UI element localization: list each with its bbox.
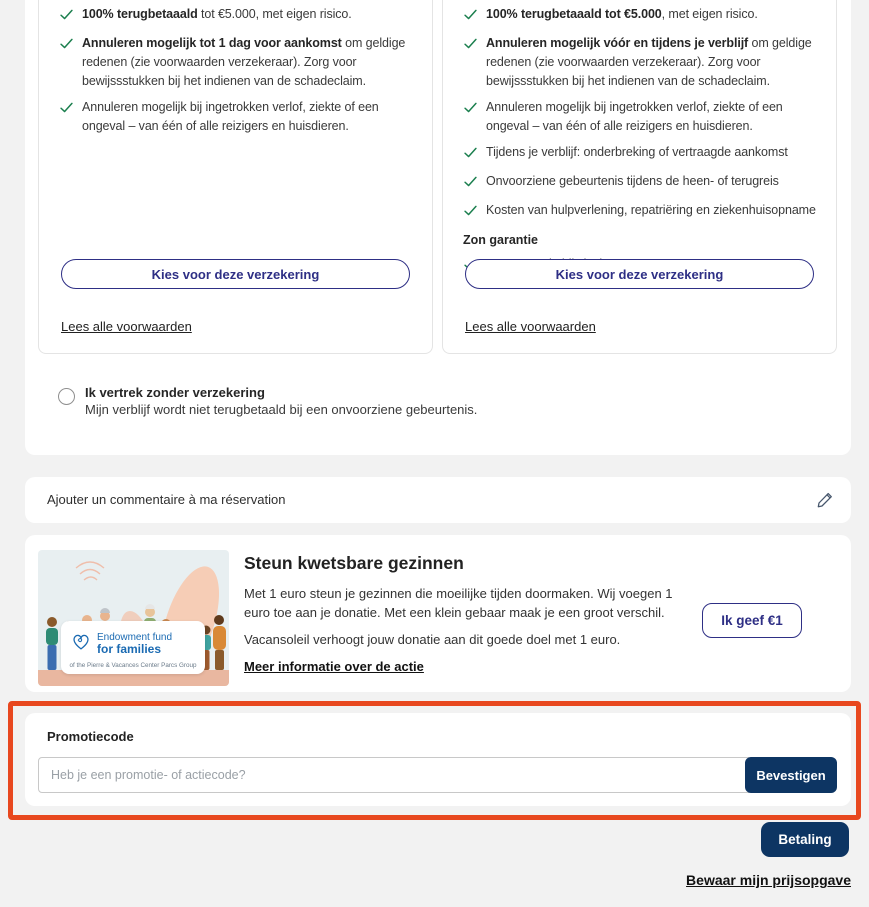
insurance-benefit <box>463 201 816 223</box>
insurance-benefit <box>463 5 816 27</box>
check-icon <box>463 98 478 136</box>
insurance-benefits-list <box>443 0 836 277</box>
insurance-card-basic <box>38 0 433 354</box>
check-icon <box>463 5 478 27</box>
save-quote-link[interactable]: Bewaar mijn prijsopgave <box>686 872 851 888</box>
promo-code-title: Promotiecode <box>47 729 134 744</box>
insurance-benefit <box>463 34 816 91</box>
benefit-bold: Annuleren mogelijk vóór en tijdens je verblijf <box>486 36 749 50</box>
check-icon <box>463 143 478 165</box>
benefit-rest: tot €5.000, met eigen risico. <box>197 7 352 21</box>
benefit-rest: Onvoorziene gebeurtenis tijdens de heen- of terugreis <box>486 174 779 188</box>
donation-title: Steun kwetsbare gezinnen <box>244 553 464 573</box>
insurance-card-plus <box>442 0 837 354</box>
donation-section <box>25 535 851 692</box>
benefit-text <box>82 34 412 91</box>
benefit-rest: om geldige redenen (zie voorwaarden verzekeraar). Zorg voor bewijssstukken bij het indienen van de schadeclaim. <box>82 36 406 88</box>
benefit-rest: Annuleren mogelijk bij ingetrokken verlof, ziekte of een ongeval – van één of alle reizigers en huisdieren. <box>486 100 783 133</box>
benefit-rest: Tijdens je verblijf: onderbreking of vertraagde aankomst <box>486 145 788 159</box>
comment-section <box>25 477 851 523</box>
no-insurance-option[interactable] <box>58 385 477 418</box>
benefit-text <box>486 201 816 223</box>
donation-more-info-link[interactable]: Meer informatie over de actie <box>244 659 424 674</box>
insurance-benefit <box>59 98 412 136</box>
read-all-conditions-link[interactable]: Lees alle voorwaarden <box>465 319 596 334</box>
read-all-conditions-link[interactable]: Lees alle voorwaarden <box>61 319 192 334</box>
logo-text <box>97 632 172 656</box>
no-insurance-texts <box>85 385 477 418</box>
benefit-bold: Annuleren mogelijk tot 1 dag voor aankomst <box>82 36 342 50</box>
check-icon <box>59 98 74 136</box>
insurance-section <box>25 0 851 455</box>
benefit-text <box>486 98 816 136</box>
benefit-rest: Annuleren mogelijk bij ingetrokken verlof, ziekte of een ongeval – van één of alle reizigers en huisdieren. <box>82 100 379 133</box>
promo-code-row <box>38 757 837 793</box>
insurance-benefit <box>463 172 816 194</box>
benefit-text <box>486 34 816 91</box>
radio-button[interactable] <box>58 388 75 405</box>
payment-button[interactable]: Betaling <box>761 822 849 857</box>
benefit-rest: , met eigen risico. <box>661 7 758 21</box>
benefit-rest: om geldige redenen (zie voorwaarden verzekeraar). Zorg voor bewijssstukken bij het indienen van de schadeclaim. <box>486 36 812 88</box>
benefit-text <box>486 143 788 165</box>
logo-line2: for families <box>97 641 162 656</box>
heart-scribble-icon <box>69 629 93 658</box>
no-insurance-label: Ik vertrek zonder verzekering <box>85 385 265 400</box>
donation-body-text: Met 1 euro steun je gezinnen die moeilijke tijden doormaken. Wij voegen 1 euro toe aan je donatie. Met een klein gebaar maak je een groot verschil. <box>244 586 673 620</box>
endowment-fund-logo <box>61 621 205 674</box>
confirm-promo-button[interactable]: Bevestigen <box>745 757 837 793</box>
donation-note-text: Vacansoleil verhoogt jouw donatie aan dit goede doel met 1 euro. <box>244 632 621 647</box>
check-icon <box>59 34 74 91</box>
insurance-benefit <box>463 143 816 165</box>
insurance-benefit <box>59 34 412 91</box>
check-icon <box>59 5 74 27</box>
benefit-text <box>82 98 412 136</box>
donation-content <box>244 553 719 676</box>
benefit-text <box>486 172 779 194</box>
insurance-benefit <box>463 98 816 136</box>
insurance-benefit <box>59 5 412 27</box>
insurance-benefits-list <box>39 0 432 136</box>
promo-code-section <box>25 713 851 806</box>
benefit-bold: 100% terugbetaaald tot €5.000 <box>486 7 662 21</box>
logo-tagline: of the Pierre & Vacances Center Parcs Group <box>69 662 197 669</box>
check-icon <box>463 34 478 91</box>
benefit-text <box>82 5 352 27</box>
benefit-rest: Kosten van hulpverlening, repatriëring en ziekenhuisopname <box>486 203 816 217</box>
edit-pencil-icon[interactable] <box>815 490 835 510</box>
check-icon <box>463 172 478 194</box>
benefit-bold: 100% terugbetaaald <box>82 7 198 21</box>
choose-insurance-button[interactable]: Kies voor deze verzekering <box>61 259 410 289</box>
donation-campaign-image <box>38 550 229 686</box>
benefit-text <box>486 5 758 27</box>
sun-guarantee-heading: Zon garantie <box>463 233 539 247</box>
promo-code-input[interactable] <box>38 757 749 793</box>
logo-line1: Endowment fund <box>97 631 173 643</box>
donate-button[interactable]: Ik geef €1 <box>702 603 802 638</box>
choose-insurance-button[interactable]: Kies voor deze verzekering <box>465 259 814 289</box>
no-insurance-description: Mijn verblijf wordt niet terugbetaald bij een onvoorziene gebeurtenis. <box>85 402 478 417</box>
check-icon <box>463 201 478 223</box>
add-comment-label: Ajouter un commentaire à ma réservation <box>47 492 286 507</box>
